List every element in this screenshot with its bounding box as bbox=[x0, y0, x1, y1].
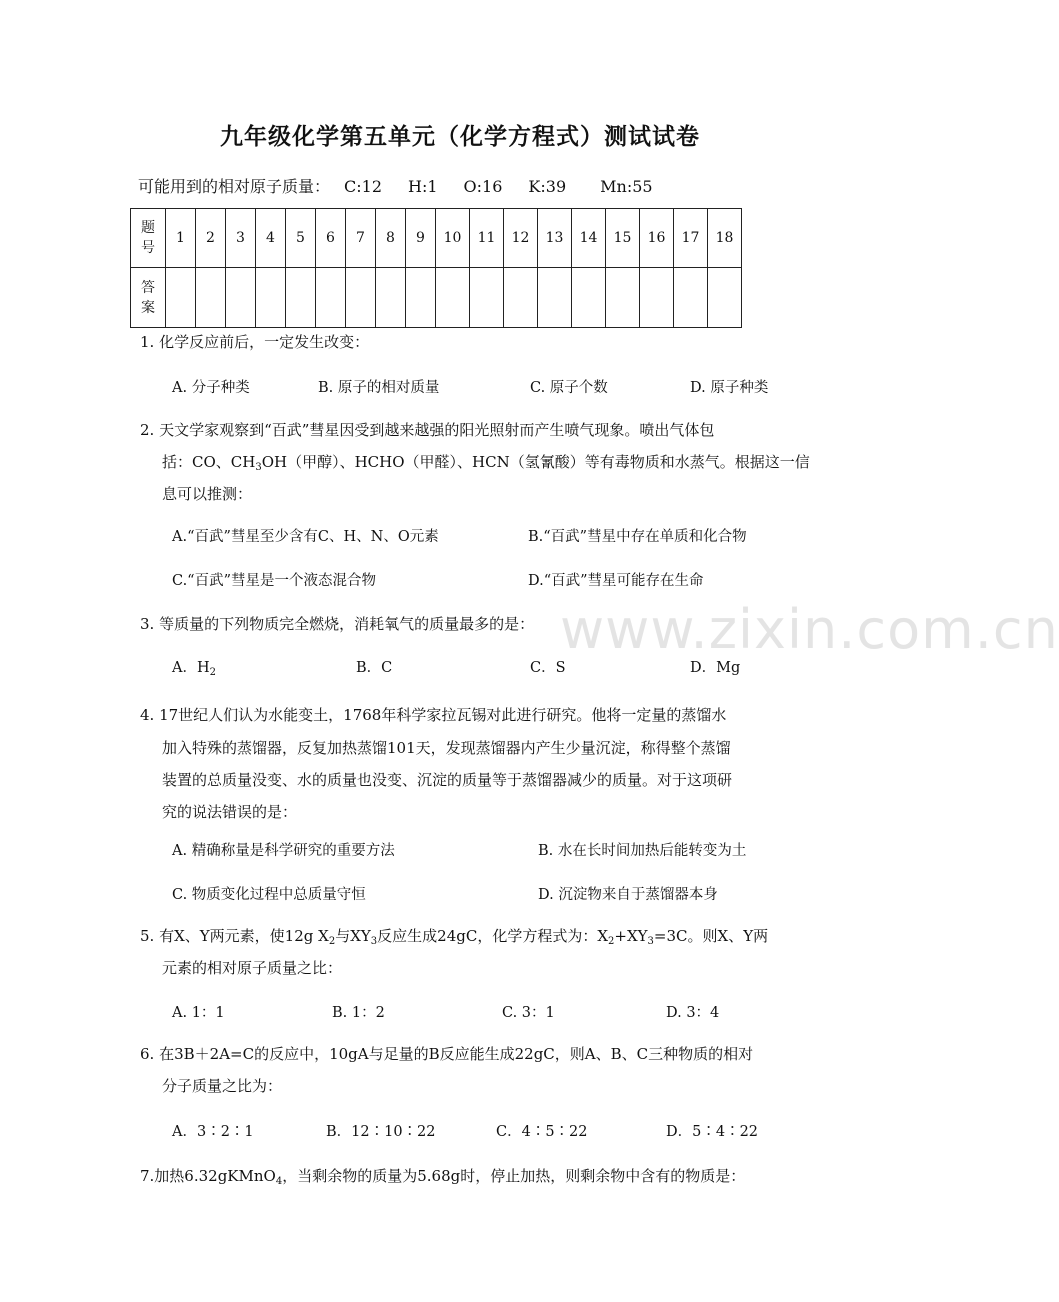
answer-cell[interactable] bbox=[504, 268, 538, 328]
q4-option-a: A. 精确称量是科学研究的重要方法 bbox=[172, 843, 395, 859]
question-6-line-1: 6. 在3B＋2A=C的反应中，10gA与足量的B反应能生成22gC，则A、B、C三种物质的相对 bbox=[140, 1045, 754, 1063]
number-cell: 6 bbox=[316, 209, 346, 268]
question-6-line-2: 分子质量之比为： bbox=[162, 1077, 283, 1095]
q1-option-d: D. 原子种类 bbox=[690, 380, 769, 396]
number-cell: 3 bbox=[226, 209, 256, 268]
answer-cell[interactable] bbox=[376, 268, 406, 328]
question-7: 7.加热6.32gKMnO$_4$，当剩余物的质量为5.68g时，停止加热，则剩余物中含有的物质是： bbox=[140, 1167, 746, 1187]
answer-row bbox=[131, 268, 742, 328]
q1-option-b: B. 原子的相对质量 bbox=[318, 380, 440, 396]
answer-cell[interactable] bbox=[316, 268, 346, 328]
number-cell: 11 bbox=[470, 209, 504, 268]
answer-cell[interactable] bbox=[286, 268, 316, 328]
atomic-mass-line bbox=[138, 174, 679, 197]
question-4-line-4: 究的说法错误的是： bbox=[162, 803, 298, 821]
number-cell: 7 bbox=[346, 209, 376, 268]
answer-cell[interactable] bbox=[436, 268, 470, 328]
question-number-row bbox=[131, 209, 742, 268]
question-2-line-1: 2. 天文学家观察到“百武”彗星因受到越来越强的阳光照射而产生喷气现象。喷出气体包 bbox=[140, 421, 715, 439]
answer-cell[interactable] bbox=[470, 268, 504, 328]
answer-cell[interactable] bbox=[572, 268, 606, 328]
q4-option-b: B. 水在长时间加热后能转变为土 bbox=[538, 843, 747, 859]
q2-option-b: B.“百武”彗星中存在单质和化合物 bbox=[528, 529, 747, 545]
atomic-mass-o: O:16 bbox=[463, 177, 503, 196]
answer-cell[interactable] bbox=[346, 268, 376, 328]
q5-option-b: B. 1：2 bbox=[332, 1005, 385, 1021]
q3-option-c: C．S bbox=[530, 660, 566, 676]
question-number-label: 题 号 bbox=[131, 209, 166, 268]
question-2-line-3: 息可以推测： bbox=[162, 485, 253, 503]
number-cell: 14 bbox=[572, 209, 606, 268]
q1-option-a: A. 分子种类 bbox=[172, 380, 250, 396]
question-4-line-3: 装置的总质量没变、水的质量也没变、沉淀的质量等于蒸馏器减少的质量。对于这项研 bbox=[162, 771, 733, 789]
question-2-line-2: 括：CO、$CH_3OH$（甲醇）、HCHO（甲醛）、HCN（氢氰酸）等有毒物质和水蒸气。根据这一信 bbox=[162, 453, 810, 473]
q2-option-a: A.“百武”彗星至少含有C、H、N、O元素 bbox=[172, 529, 439, 545]
page-title: 九年级化学第五单元（化学方程式）测试试卷 bbox=[220, 123, 700, 150]
question-4-line-2: 加入特殊的蒸馏器，反复加热蒸馏101天，发现蒸馏器内产生少量沉淀，称得整个蒸馏 bbox=[162, 739, 731, 757]
number-cell: 1 bbox=[166, 209, 196, 268]
answer-cell[interactable] bbox=[166, 268, 196, 328]
number-cell: 12 bbox=[504, 209, 538, 268]
answer-cell[interactable] bbox=[640, 268, 674, 328]
number-cell: 13 bbox=[538, 209, 572, 268]
q5-option-c: C. 3：1 bbox=[502, 1005, 555, 1021]
number-cell: 18 bbox=[708, 209, 742, 268]
answer-cell[interactable] bbox=[256, 268, 286, 328]
answer-label: 答 案 bbox=[131, 268, 166, 328]
atomic-mass-c: C:12 bbox=[344, 177, 383, 196]
answer-cell[interactable] bbox=[708, 268, 742, 328]
q2-option-c: C.“百武”彗星是一个液态混合物 bbox=[172, 573, 377, 589]
question-4-line-1: 4. 17世纪人们认为水能变土，1768年科学家拉瓦锡对此进行研究。他将一定量的蒸馏水 bbox=[140, 706, 727, 724]
q4-option-c: C. 物质变化过程中总质量守恒 bbox=[172, 887, 366, 903]
q6-option-b: B．12∶10∶22 bbox=[326, 1124, 436, 1140]
q5-option-d: D. 3：4 bbox=[666, 1005, 720, 1021]
atomic-mass-mn: Mn:55 bbox=[600, 177, 653, 196]
number-cell: 9 bbox=[406, 209, 436, 268]
atomic-mass-k: K:39 bbox=[528, 177, 567, 196]
q6-option-d: D．5∶4∶22 bbox=[666, 1124, 759, 1140]
question-1: 1. 化学反应前后，一定发生改变： bbox=[140, 333, 370, 351]
atomic-mass-h: H:1 bbox=[408, 177, 438, 196]
q3-option-b: B．C bbox=[356, 660, 393, 676]
answer-cell[interactable] bbox=[674, 268, 708, 328]
answer-cell[interactable] bbox=[196, 268, 226, 328]
number-cell: 15 bbox=[606, 209, 640, 268]
answer-table bbox=[130, 208, 742, 328]
q3-option-a: A．$H_2$ bbox=[172, 660, 216, 678]
q6-option-c: C．4∶5∶22 bbox=[496, 1124, 588, 1140]
number-cell: 17 bbox=[674, 209, 708, 268]
q4-option-d: D. 沉淀物来自于蒸馏器本身 bbox=[538, 887, 718, 903]
answer-cell[interactable] bbox=[406, 268, 436, 328]
number-cell: 5 bbox=[286, 209, 316, 268]
question-5-line-1: 5. 有X、Y两元素，使12g $X_2$与$XY_3$反应生成24gC，化学方程式为：$X_2+XY_3=3C$。则X、Y两 bbox=[140, 927, 769, 947]
answer-cell[interactable] bbox=[226, 268, 256, 328]
q1-option-c: C. 原子个数 bbox=[530, 380, 608, 396]
watermark: www.zixin.com.cn bbox=[560, 598, 1059, 661]
number-cell: 10 bbox=[436, 209, 470, 268]
number-cell: 16 bbox=[640, 209, 674, 268]
question-3: 3. 等质量的下列物质完全燃烧，消耗氧气的质量最多的是： bbox=[140, 615, 535, 633]
question-5-line-2: 元素的相对原子质量之比： bbox=[162, 959, 343, 977]
atomic-mass-label: 可能用到的相对原子质量： bbox=[138, 177, 331, 196]
q3-option-d: D．Mg bbox=[690, 660, 741, 676]
number-cell: 8 bbox=[376, 209, 406, 268]
answer-cell[interactable] bbox=[606, 268, 640, 328]
q5-option-a: A. 1：1 bbox=[172, 1005, 225, 1021]
q6-option-a: A．3∶2∶1 bbox=[172, 1124, 254, 1140]
q2-option-d: D.“百武”彗星可能存在生命 bbox=[528, 573, 704, 589]
answer-cell[interactable] bbox=[538, 268, 572, 328]
number-cell: 2 bbox=[196, 209, 226, 268]
number-cell: 4 bbox=[256, 209, 286, 268]
